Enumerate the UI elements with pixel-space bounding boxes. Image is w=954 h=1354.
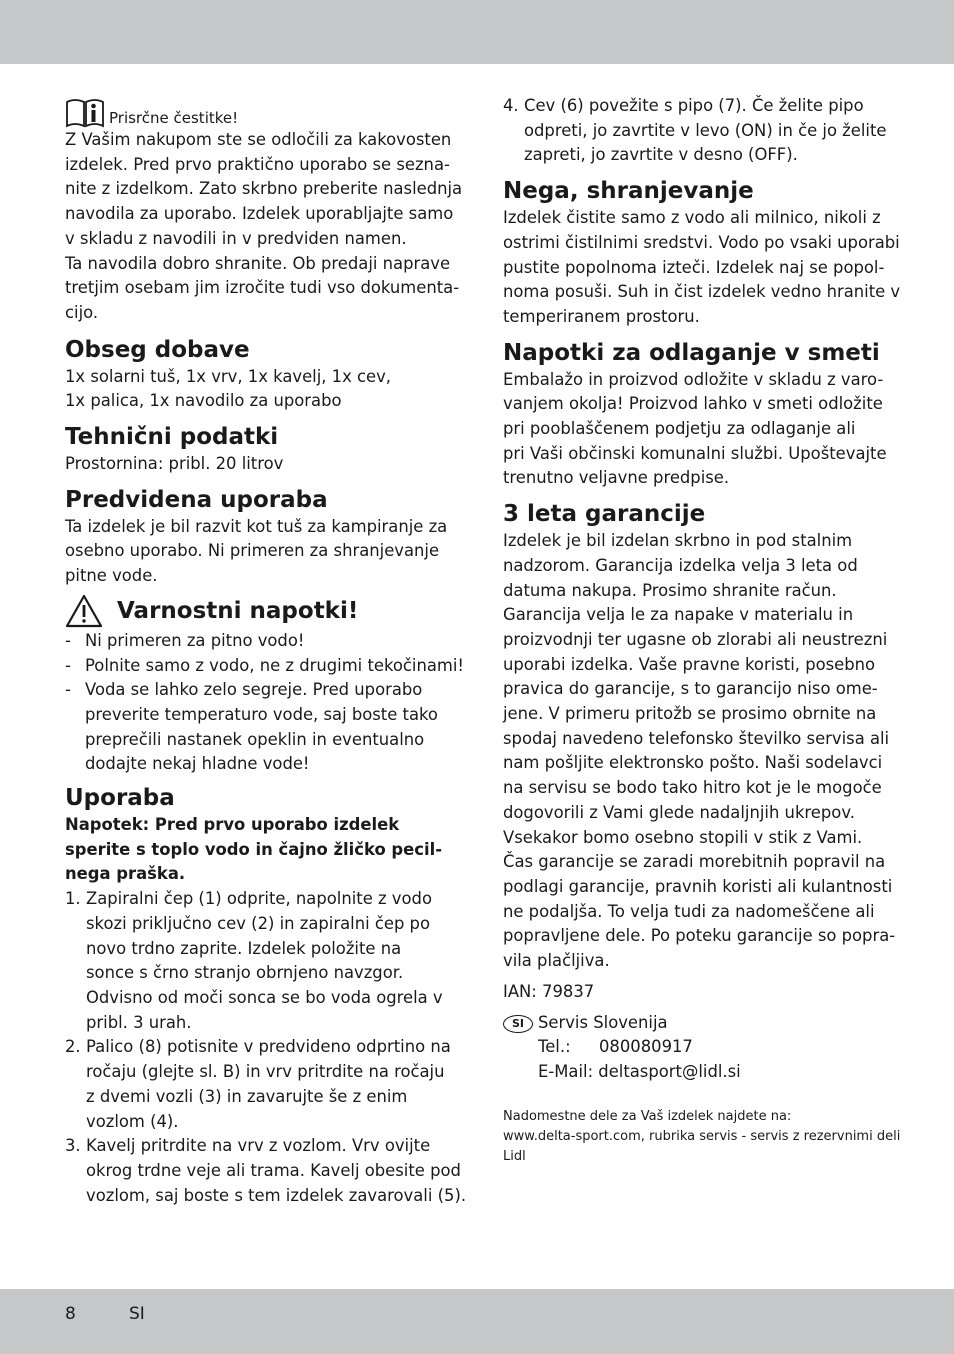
intro-heading (65, 94, 460, 128)
text-line: preprečili nastanek opeklin in eventualno (85, 729, 425, 749)
list-dash: - (65, 655, 71, 675)
text-line: Embalažo in proizvod odložite v skladu z varo- (503, 369, 884, 389)
text-line: nadzorom. Garancija izdelka velja 3 leta od (503, 555, 858, 575)
text-line: vozlom, saj boste s tem izdelek zavarovali (5). (86, 1185, 467, 1205)
step-number: 3. (65, 1136, 81, 1156)
text-line: noma posuši. Suh in čist izdelek vedno hranite v (503, 282, 901, 302)
text-line: Ta izdelek je bil razvit kot tuš za kampiranje za (65, 516, 448, 536)
text-line: sonce s črno stranjo obrnjeno navzgor. (86, 963, 404, 983)
warning-triangle-icon (65, 594, 103, 628)
step-item (503, 94, 893, 168)
text-line: nam pošljite elektronsko pošto. Naši sodelavci (503, 753, 883, 773)
napotek-note (65, 813, 460, 887)
text-line: Odvisno od moči sonca se bo voda ogrela v (86, 987, 443, 1007)
text-line: vanjem okolja! Proizvod lahko v smeti odložite (503, 394, 883, 414)
text-line: www.delta-sport.com, rubrika servis - servis z rezervnimi deli (503, 1128, 901, 1144)
text-line: zapreti, jo zavrtite v desno (OFF). (524, 145, 798, 165)
text-line: skozi priključno cev (2) in zapiralni čep po (86, 913, 430, 933)
text-line: trenutno veljavne predpise. (503, 468, 730, 488)
list-item (65, 654, 464, 679)
right-column (503, 94, 901, 1167)
text-line: pri pooblaščenem podjetju za odlaganje ali (503, 419, 856, 439)
text-line: 1x palica, 1x navodilo za uporabo (65, 391, 342, 411)
step-item (65, 887, 460, 1035)
text-line: dodajte nekaj hladne vode! (85, 754, 310, 774)
text-line: Izdelek je bil izdelan skrbno in pod stalnim (503, 531, 853, 551)
text-line: Prostornina: pribl. 20 litrov (65, 454, 284, 474)
text-line: pustite popolnoma izteči. Izdelek naj se popol- (503, 257, 885, 277)
ian-number: IAN: 79837 (503, 981, 595, 1001)
text-line: Napotek: Pred prvo uporabo izdelek (65, 815, 400, 835)
text-line: nite z izdelkom. Zato skrbno preberite naslednja (65, 179, 463, 199)
footnote (503, 1107, 901, 1167)
text-line: datuma nakupa. Prosimo shranite račun. (503, 580, 837, 600)
text-line: Nadomestne dele za Vaš izdelek najdete na: (503, 1108, 792, 1124)
text-line: pravica do garancije, s to garancijo niso ome- (503, 679, 878, 699)
text-line: ne podaljša. To velja tudi za nadomeščene ali (503, 901, 875, 921)
text-line: cijo. (65, 302, 99, 322)
varnostni-list (65, 629, 464, 777)
service-block (503, 1011, 893, 1085)
text-line: proizvodnji ter ugasne ob zlorabi ali neustrezni (503, 629, 888, 649)
text-line: novo trdno zaprite. Izdelek položite na (86, 938, 402, 958)
text-line: temperiranem prostoru. (503, 306, 700, 326)
section-title-nega: Nega, shranjevanje (503, 178, 754, 205)
text-line: vila plačljiva. (503, 951, 610, 971)
text-line: spodaj navedeno telefonsko številko servisa ali (503, 728, 890, 748)
section-title-odlaganje: Napotki za odlaganje v smeti (503, 339, 880, 366)
text-line: Garancija velja le za napake v materialu in (503, 605, 854, 625)
text-line: pitne vode. (65, 566, 158, 586)
varnostni-heading (65, 593, 460, 629)
text-line: jene. V primeru pritožb se prosimo obrnite na (503, 704, 877, 724)
list-dash: - (65, 680, 71, 700)
step-item (65, 1134, 467, 1208)
text-line: v skladu z navodili in v predviden namen. (65, 228, 407, 248)
text-line: Ta navodila dobro shranite. Ob predaji naprave (65, 253, 451, 273)
step-number: 1. (65, 889, 81, 909)
text-line: z dvemi vozli (3) in zavarujte še z enim (86, 1086, 408, 1106)
text-line: pri Vaši občinski komunalni službi. Upoštevajte (503, 443, 887, 463)
text-line: okrog trdne veje ali trama. Kavelj obesite pod (86, 1160, 461, 1180)
nega-text (503, 206, 901, 330)
page-language: SI (129, 1304, 145, 1324)
step-number: 2. (65, 1037, 81, 1057)
section-title-tehnicni: Tehnični podatki (65, 424, 279, 451)
service-phone (538, 1035, 741, 1060)
text-line: dogovorili z Vami glede nadaljnjih ukrepov. (503, 802, 855, 822)
odlaganje-text (503, 368, 893, 492)
section-title-uporaba: Uporaba (65, 785, 175, 812)
section-title-obseg: Obseg dobave (65, 336, 250, 363)
text-line: preverite temperaturo vode, saj boste tako (85, 704, 438, 724)
text-line: podlagi garancije, pravnih koristi ali kulantnosti (503, 876, 893, 896)
service-name: Servis Slovenija (538, 1012, 668, 1032)
steps-list (65, 887, 467, 1208)
text-line: izdelek. Pred prvo praktično uporabo se sezna- (65, 154, 450, 174)
list-item (65, 678, 460, 777)
text-line: Kavelj pritrdite na vrv z vozlom. Vrv ovijte (86, 1136, 431, 1156)
intro-label: Prisrčne čestitke! (109, 109, 239, 127)
text-line: popravljene dele. Po poteku garancije so popra- (503, 926, 896, 946)
header-band (0, 0, 954, 64)
text-line: Čas garancije se zaradi morebitnih popravil na (503, 852, 886, 872)
list-item (65, 629, 460, 654)
phone-label: Tel.: (538, 1037, 571, 1057)
text-line: ostrimi čistilnimi sredstvi. Vodo po vsaki uporabi (503, 232, 900, 252)
text-line: na servisu se bodo tako hitro kot je le mogoče (503, 778, 882, 798)
step-item (65, 1035, 460, 1134)
text-line: Polnite samo z vodo, ne z drugimi tekočinami! (85, 655, 464, 675)
section-title-varnostni: Varnostni napotki! (117, 597, 359, 624)
section-title-predvidena: Predvidena uporaba (65, 486, 328, 513)
intro-text (65, 128, 463, 326)
text-line: sperite s toplo vodo in čajno žličko pecil- (65, 839, 443, 859)
text-line: Lidl (503, 1148, 526, 1164)
text-line: nega praška. (65, 864, 186, 884)
text-line: Voda se lahko zelo segreje. Pred uporabo (85, 680, 423, 700)
obseg-text (65, 365, 460, 414)
section-title-garancija: 3 leta garancije (503, 501, 706, 528)
text-line: Ni primeren za pitno vodo! (85, 630, 305, 650)
text-line: Z Vašim nakupom ste se odločili za kakovosten (65, 130, 452, 149)
country-badge: SI (503, 1015, 533, 1033)
predvidena-text (65, 515, 460, 589)
text-line: tretjim osebam jim izročite tudi vso dokumenta- (65, 278, 460, 298)
text-line: odpreti, jo zavrtite v levo (ON) in če jo želite (524, 120, 887, 140)
text-line: Zapiralni čep (1) odprite, napolnite z vodo (86, 889, 432, 909)
list-dash: - (65, 630, 71, 650)
text-line: Cev (6) povežite s pipo (7). Če želite pipo (524, 96, 864, 115)
tehnicni-text (65, 452, 460, 477)
text-line: osebno uporabo. Ni primeren za shranjevanje (65, 541, 440, 561)
text-line: Vsekakor bomo osebno stopili v stik z Vami. (503, 827, 863, 847)
text-line: pribl. 3 urah. (86, 1012, 192, 1032)
text-line: Izdelek čistite samo z vodo ali milnico, nikoli z (503, 208, 881, 228)
info-book-icon (65, 96, 105, 128)
text-line: ročaju (glejte sl. B) in vrv pritrdite na ročaju (86, 1062, 445, 1082)
step-number: 4. (503, 96, 519, 115)
text-line: uporabi izdelka. Vaše pravne koristi, posebno (503, 654, 876, 674)
text-line: 1x solarni tuš, 1x vrv, 1x kavelj, 1x cev, (65, 366, 392, 386)
text-line: navodila za uporabo. Izdelek uporabljajte samo (65, 204, 454, 224)
phone-value: 080080917 (599, 1037, 693, 1057)
service-details (538, 1011, 741, 1085)
text-line: Palico (8) potisnite v predvideno odprtino na (86, 1037, 451, 1057)
garancija-text (503, 529, 896, 974)
page-number: 8 (65, 1304, 76, 1324)
text-line: vozlom (4). (86, 1111, 179, 1131)
service-email: E-Mail: deltasport@lidl.si (538, 1061, 741, 1081)
left-column (65, 94, 467, 1208)
